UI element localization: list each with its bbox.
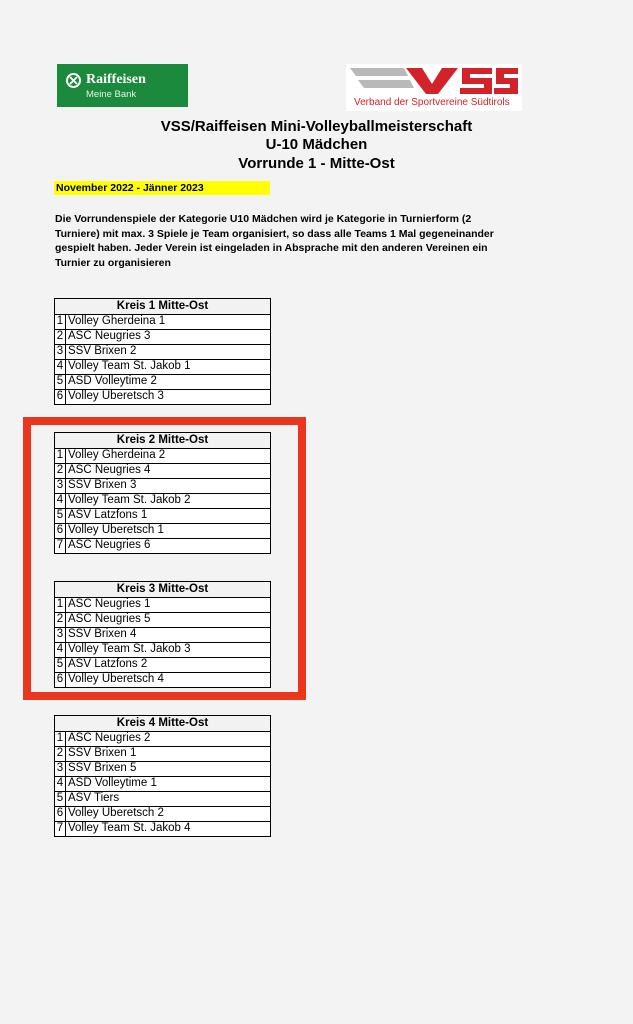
team-number: 4 — [55, 493, 66, 508]
team-number: 5 — [55, 791, 66, 806]
team-number: 1 — [55, 314, 66, 329]
table-row — [55, 761, 271, 776]
team-number: 4 — [55, 642, 66, 657]
team-number: 4 — [55, 359, 66, 374]
table-row — [55, 821, 271, 836]
team-name: Volley Überetsch 1 — [66, 523, 271, 538]
team-name: ASC Neugries 4 — [66, 463, 271, 478]
team-number: 2 — [55, 329, 66, 344]
team-number: 5 — [55, 657, 66, 672]
team-name: Volley Gherdeina 1 — [66, 314, 271, 329]
team-name: ASV Latzfons 2 — [66, 657, 271, 672]
intro-line: Die Vorrundenspiele der Kategorie U10 Mädchen wird je Kategorie in Turnierform (2 — [55, 213, 472, 225]
team-name: SSV Brixen 2 — [66, 344, 271, 359]
table-row — [55, 523, 271, 538]
team-number: 2 — [55, 746, 66, 761]
table-row — [55, 612, 271, 627]
team-number: 5 — [55, 374, 66, 389]
kreis-4-table — [54, 715, 271, 837]
team-name: Volley Team St. Jakob 4 — [66, 821, 271, 836]
team-name: ASV Tiers — [66, 791, 271, 806]
table-title: Kreis 2 Mitte-Ost — [55, 433, 271, 449]
team-name: Volley Überetsch 2 — [66, 806, 271, 821]
team-name: ASC Neugries 6 — [66, 538, 271, 553]
team-name: SSV Brixen 4 — [66, 627, 271, 642]
team-number: 2 — [55, 612, 66, 627]
team-number: 5 — [55, 508, 66, 523]
team-number: 1 — [55, 448, 66, 463]
team-number: 3 — [55, 344, 66, 359]
table-row — [55, 627, 271, 642]
kreis-3-table — [54, 581, 271, 688]
vss-wordmark-icon — [346, 64, 522, 98]
table-title: Kreis 4 Mitte-Ost — [55, 716, 271, 732]
table-row — [55, 508, 271, 523]
kreis-2-table — [54, 432, 271, 554]
team-name: Volley Team St. Jakob 3 — [66, 642, 271, 657]
team-number: 2 — [55, 463, 66, 478]
table-row — [55, 746, 271, 761]
team-number: 6 — [55, 672, 66, 687]
table-row — [55, 672, 271, 687]
raiffeisen-brand: Raiffeisen — [86, 72, 146, 87]
team-number: 3 — [55, 761, 66, 776]
table-title: Kreis 3 Mitte-Ost — [55, 582, 271, 598]
table-row — [55, 776, 271, 791]
table-row — [55, 791, 271, 806]
team-number: 6 — [55, 389, 66, 404]
team-number: 6 — [55, 523, 66, 538]
raiffeisen-gable-cross-icon — [66, 73, 81, 88]
table-row — [55, 359, 271, 374]
team-number: 3 — [55, 627, 66, 642]
table-row — [55, 374, 271, 389]
team-name: ASV Latzfons 1 — [66, 508, 271, 523]
team-number: 7 — [55, 538, 66, 553]
intro-paragraph — [55, 212, 535, 270]
team-number: 1 — [55, 731, 66, 746]
table-row — [55, 806, 271, 821]
team-name: Volley Überetsch 4 — [66, 672, 271, 687]
table-row — [55, 344, 271, 359]
team-name: Volley Team St. Jakob 2 — [66, 493, 271, 508]
table-title: Kreis 1 Mitte-Ost — [55, 299, 271, 315]
team-name: ASC Neugries 2 — [66, 731, 271, 746]
intro-line: Turniere) mit max. 3 Spiele je Team organisiert, so dass alle Teams 1 Mal gegeneinander — [55, 227, 494, 240]
team-number: 4 — [55, 776, 66, 791]
table-row — [55, 538, 271, 553]
team-name: SSV Brixen 5 — [66, 761, 271, 776]
team-name: SSV Brixen 3 — [66, 478, 271, 493]
table-row — [55, 463, 271, 478]
table-row — [55, 642, 271, 657]
team-number: 1 — [55, 597, 66, 612]
period-highlight: November 2022 - Jänner 2023 — [54, 181, 270, 195]
kreis-1-table — [54, 298, 271, 405]
table-row — [55, 329, 271, 344]
team-name: Volley Gherdeina 2 — [66, 448, 271, 463]
title-line-1: VSS/Raiffeisen Mini-Volleyballmeisterschaft — [160, 118, 473, 135]
team-number: 3 — [55, 478, 66, 493]
table-row — [55, 478, 271, 493]
title-line-3: Vorrunde 1 - Mitte-Ost — [238, 155, 395, 172]
table-row — [55, 389, 271, 404]
vss-subtitle: Verband der Sportvereine Südtirols — [354, 97, 510, 108]
team-name: Volley Überetsch 3 — [66, 389, 271, 404]
team-name: ASC Neugries 3 — [66, 329, 271, 344]
team-name: ASC Neugries 5 — [66, 612, 271, 627]
team-name: ASD Volleytime 2 — [66, 374, 271, 389]
intro-line: gespielt haben. Jeder Verein ist eingeladen in Absprache mit den anderen Vereinen ein — [55, 242, 488, 254]
table-row — [55, 493, 271, 508]
intro-line: Turnier zu organisieren — [55, 256, 171, 269]
team-name: Volley Team St. Jakob 1 — [66, 359, 271, 374]
team-number: 7 — [55, 821, 66, 836]
table-row — [55, 657, 271, 672]
team-number: 6 — [55, 806, 66, 821]
team-name: SSV Brixen 1 — [66, 746, 271, 761]
table-row — [55, 597, 271, 612]
raiffeisen-logo — [57, 64, 188, 107]
team-name: ASD Volleytime 1 — [66, 776, 271, 791]
table-row — [55, 731, 271, 746]
vss-logo — [346, 64, 522, 111]
table-row — [55, 314, 271, 329]
raiffeisen-tagline: Meine Bank — [86, 89, 137, 100]
table-row — [55, 448, 271, 463]
team-name: ASC Neugries 1 — [66, 597, 271, 612]
title-line-2: U-10 Mädchen — [265, 136, 368, 153]
